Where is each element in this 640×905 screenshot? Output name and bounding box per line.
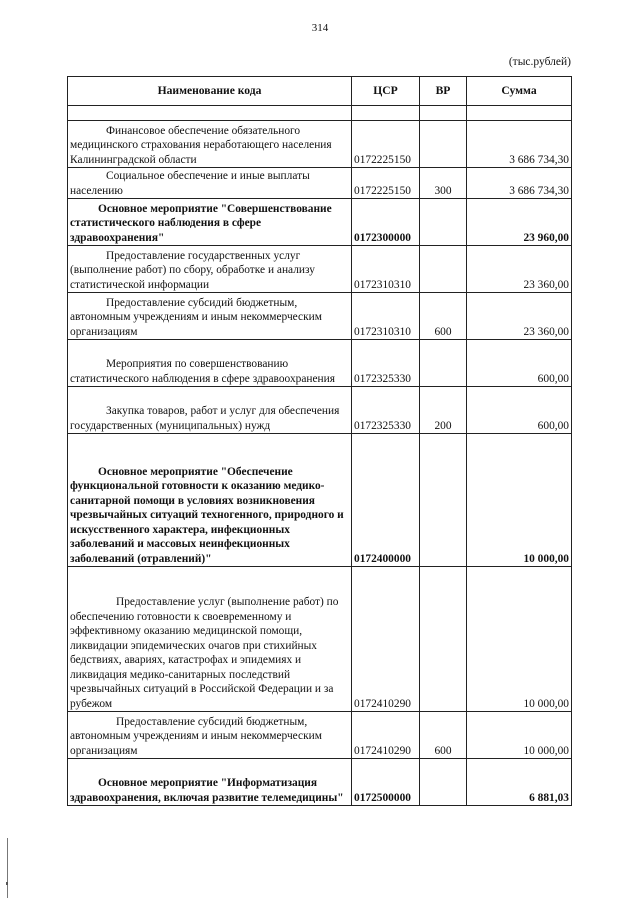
table-row: [68, 246, 572, 293]
table-row-section: [68, 434, 572, 567]
row-vr: [420, 246, 467, 293]
spacer-row: [68, 106, 572, 121]
row-csr: 0172225150: [352, 168, 420, 199]
row-vr: [420, 121, 467, 168]
row-csr: 0172310310: [352, 246, 420, 293]
page-number: 314: [311, 22, 329, 34]
row-sum: 23 360,00: [467, 293, 572, 340]
table-row: [68, 387, 572, 434]
row-sum: 10 000,00: [467, 434, 572, 567]
row-vr: 600: [420, 293, 467, 340]
table-row: [68, 567, 572, 712]
row-name: Основное мероприятие "Совершенствование статистического наблюдения в сфере здравоохранения": [70, 202, 332, 244]
row-csr: 0172310310: [352, 293, 420, 340]
row-sum: 3 686 734,30: [467, 168, 572, 199]
row-vr: [420, 567, 467, 712]
row-name: Предоставление услуг (выполнение работ) по обеспечению готовности к своевременному и эффективному оказанию медицинской помощи, ликвидации эпидемических очагов при стихийных бедствиях, авариях, катастрофах и эпидемиях и ликвидация медико-санитарных последствий чрезвычайных ситуаций в Российской Федерации и за рубежом: [70, 596, 339, 710]
header-name: Наименование кода: [68, 77, 352, 106]
row-vr: 600: [420, 712, 467, 759]
row-vr: 300: [420, 168, 467, 199]
row-name: Предоставление субсидий бюджетным, автономным учреждениям и иным некоммерческим организациям: [70, 296, 322, 338]
scan-edge-line: [7, 838, 8, 898]
row-csr: 0172410290: [352, 567, 420, 712]
row-csr: 0172300000: [352, 199, 420, 246]
row-name: Предоставление субсидий бюджетным, автономным учреждениям и иным некоммерческим организациям: [70, 715, 322, 757]
table-row: [68, 168, 572, 199]
table-row-section: [68, 199, 572, 246]
row-vr: [420, 434, 467, 567]
row-name: Закупка товаров, работ и услуг для обеспечения государственных (муниципальных) нужд: [70, 405, 340, 432]
row-sum: 600,00: [467, 387, 572, 434]
row-csr: 0172225150: [352, 121, 420, 168]
row-name: Основное мероприятие "Обеспечение функциональной готовности к оказанию медико-санитарной помощи в условиях возникновения чрезвычайных ситуаций техногенного, природного и искусственного характера, инфекционных заболеваний и массовых неинфекционных заболеваний (отравлений)": [70, 465, 344, 565]
scan-edge-mark: [6, 882, 8, 885]
row-sum: 600,00: [467, 340, 572, 387]
table-row: [68, 293, 572, 340]
row-csr: 0172325330: [352, 387, 420, 434]
table-row: [68, 121, 572, 168]
row-csr: 0172400000: [352, 434, 420, 567]
header-vr: ВР: [420, 77, 467, 106]
header-csr: ЦСР: [352, 77, 420, 106]
table-row-section: [68, 759, 572, 806]
row-csr: 0172500000: [352, 759, 420, 806]
row-name: Социальное обеспечение и иные выплаты населению: [70, 170, 310, 197]
row-sum: 10 000,00: [467, 567, 572, 712]
table-row: [68, 340, 572, 387]
row-sum: 23 960,00: [467, 199, 572, 246]
row-name: Основное мероприятие "Информатизация здравоохранения, включая развитие телемедицины": [70, 777, 344, 804]
row-vr: 200: [420, 387, 467, 434]
row-sum: 10 000,00: [467, 712, 572, 759]
row-sum: 23 360,00: [467, 246, 572, 293]
row-csr: 0172410290: [352, 712, 420, 759]
units-label: (тыс.рублей): [508, 56, 571, 68]
row-vr: [420, 759, 467, 806]
budget-table: [67, 76, 572, 806]
row-name: Финансовое обеспечение обязательного медицинского страхования неработающего населения Калининградской области: [70, 124, 332, 166]
row-name: Мероприятия по совершенствованию статистического наблюдения в сфере здравоохранения: [70, 358, 335, 385]
table-header-row: [68, 77, 572, 106]
row-sum: 6 881,03: [467, 759, 572, 806]
row-vr: [420, 340, 467, 387]
table-row: [68, 712, 572, 759]
header-sum: Сумма: [467, 77, 572, 106]
row-name: Предоставление государственных услуг (выполнение работ) по сбору, обработке и анализу статистической информации: [70, 249, 315, 291]
row-vr: [420, 199, 467, 246]
row-sum: 3 686 734,30: [467, 121, 572, 168]
row-csr: 0172325330: [352, 340, 420, 387]
